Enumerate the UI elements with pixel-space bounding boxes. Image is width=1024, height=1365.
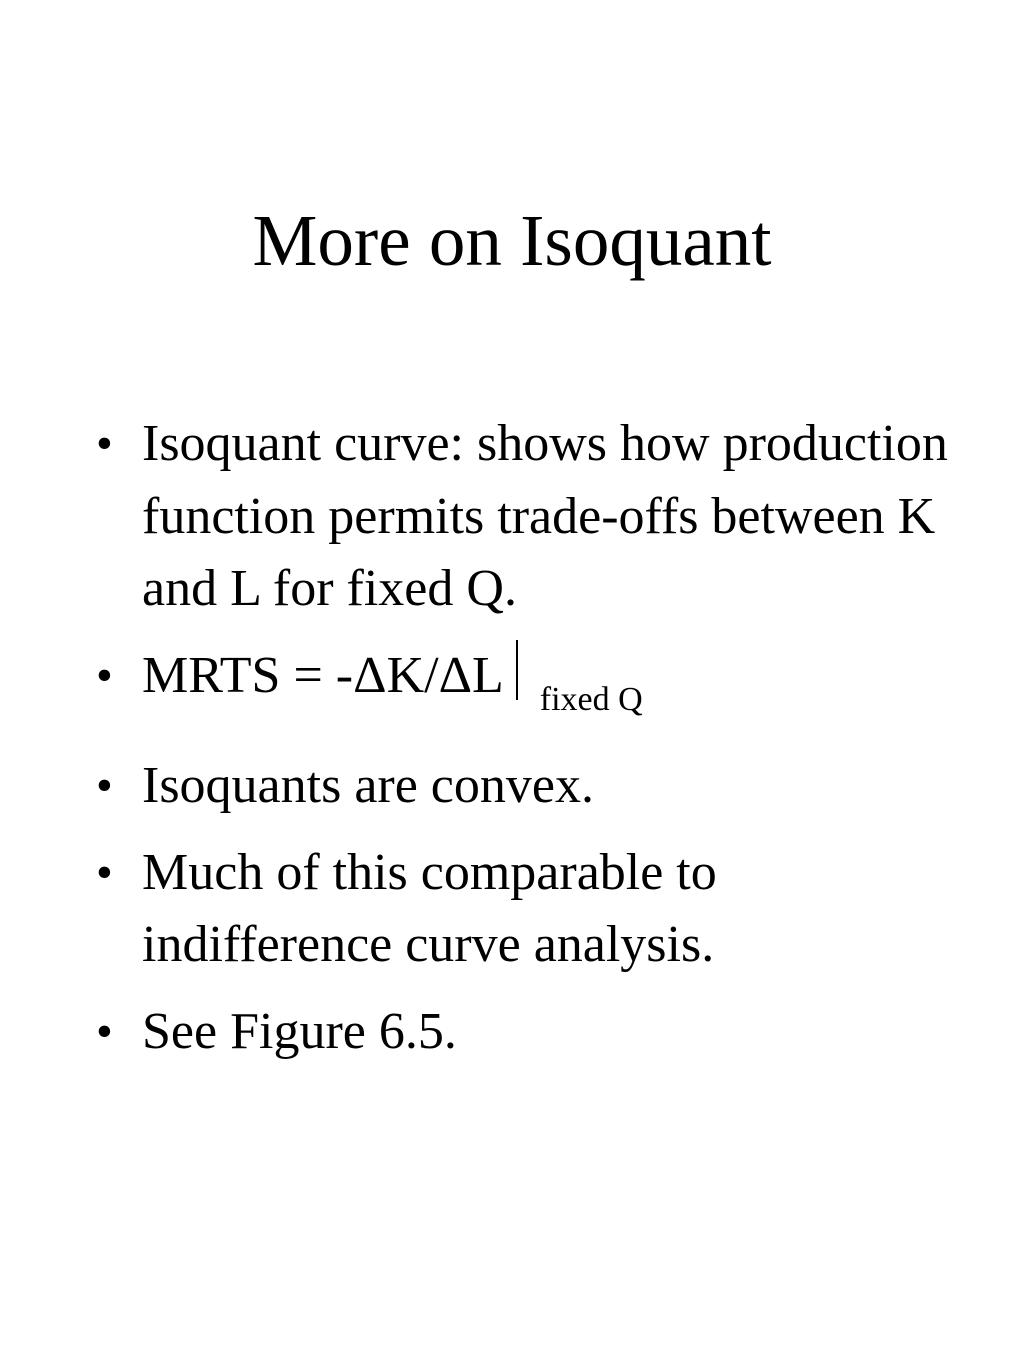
bullet-icon: • (96, 1004, 113, 1058)
bullet-text: See Figure 6.5. (142, 1002, 457, 1060)
evaluation-bar (516, 640, 518, 700)
bullet-item (0, 837, 1024, 982)
bullet-item (0, 750, 1024, 823)
bullet-text: Much of this comparable to indifference curve analysis. (142, 843, 717, 973)
bullet-item (0, 408, 1024, 626)
mrts-formula: MRTS = -ΔK/ΔL (142, 646, 504, 704)
bullet-icon: • (96, 759, 113, 812)
slide-title: More on Isoquant (252, 200, 772, 281)
bullet-list (0, 408, 1024, 1082)
bullet-item (0, 996, 1024, 1069)
formula-subscript: fixed Q (539, 680, 643, 718)
bullet-item (0, 640, 1024, 737)
bullet-icon: • (96, 648, 113, 702)
bullet-text: Isoquants are convex. (142, 757, 594, 814)
bullet-icon: • (96, 417, 113, 470)
bullet-icon: • (96, 845, 113, 899)
bullet-text: Isoquant curve: shows how production function permits trade-offs between K and L for fixed Q. (142, 415, 948, 617)
